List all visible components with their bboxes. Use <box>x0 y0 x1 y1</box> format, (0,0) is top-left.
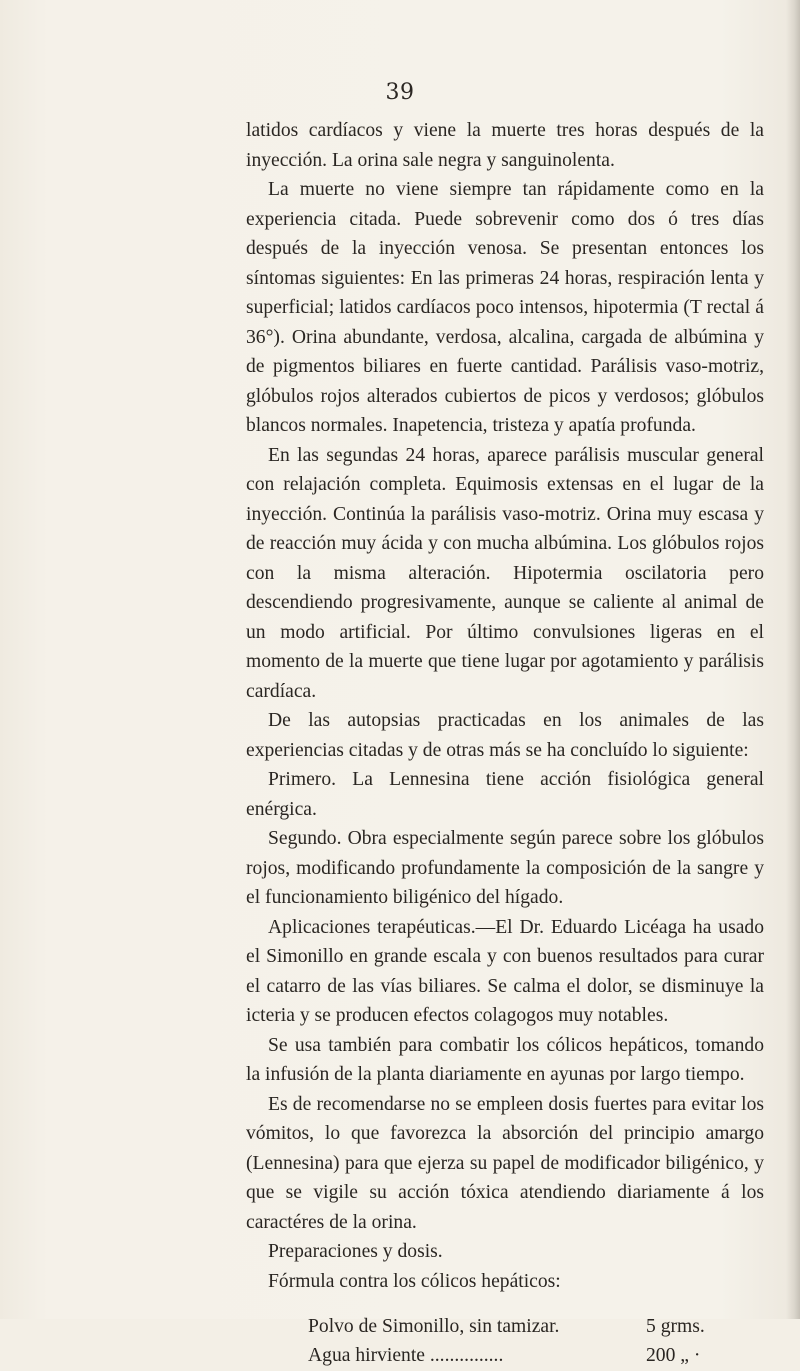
formula-ingredient: Agua hirviente ............... <box>308 1345 504 1366</box>
paragraph: Es de recomendarse no se empleen dosis fuertes para evitar los vómitos, lo que favorezca la absorción del principio amargo (Lennesina) para que ejerza su papel de modificador biligénico, y que se vigile su acción tóxica atendiendo diariamente á los caractéres de la orina. <box>246 1093 764 1233</box>
body-text <box>246 116 764 1370</box>
paragraph: latidos cardíacos y viene la muerte tres horas después de la inyección. La orina sale negra y sanguinolenta. <box>246 120 764 171</box>
formula-quantity: 5 grms. <box>646 1316 705 1337</box>
paragraph: La muerte no viene siempre tan rápidamente como en la experiencia citada. Puede sobrevenir como dos ó tres días después de la inyección venosa. Se presentan entonces los síntomas siguientes: En las primeras 24 horas, respiración lenta y superficial; latidos cardíacos poco intensos, hipotermia (T rectal á 36°). Orina abundante, verdosa, alcalina, cargada de albúmina y de pigmentos biliares en fuerte cantidad. Parálisis vaso-motriz, glóbulos rojos alterados cubiertos de picos y verdosos; glóbulos blancos normales. Inapetencia, tristeza y apatía profunda. <box>246 179 764 436</box>
paragraph: Se usa también para combatir los cólicos hepáticos, tomando la infusión de la planta diariamente en ayunas por largo tiempo. <box>246 1034 764 1085</box>
paragraph: Aplicaciones terapéuticas.—El Dr. Eduardo Licéaga ha usado el Simonillo en grande escala y con buenos resultados para curar el catarro de las vías biliares. Se calma el dolor, se disminuye la icteria y se producen efectos colagogos muy notables. <box>246 916 764 1026</box>
page-number: 39 <box>385 80 415 105</box>
formula-quantity: 200 „ · <box>646 1345 701 1366</box>
formula-row <box>308 1341 738 1370</box>
paragraph: Fórmula contra los cólicos hepáticos: <box>268 1270 561 1292</box>
paragraph: En las segundas 24 horas, aparece parálisis muscular general con relajación completa. Equimosis extensas en el lugar de la inyección. Continúa la parálisis vaso-motriz. Orina muy escasa y de reacción muy ácida y con mucha albúmina. Los glóbulos rojos con la misma alteración. Hipotermia oscilatoria pero descendiendo progresivamente, aunque se caliente al animal de un modo artificial. Por último convulsiones ligeras en el momento de la muerte que tiene lugar por agotamiento y parálisis cardíaca. <box>246 444 764 702</box>
paragraph: Preparaciones y dosis. <box>268 1241 443 1262</box>
formula-ingredient: Polvo de Simonillo, sin tamizar. <box>308 1316 560 1337</box>
paragraph: Segundo. Obra especialmente según parece sobre los glóbulos rojos, modificando profundamente la composición de la sangre y el funcionamiento biligénico del hígado. <box>246 828 764 908</box>
paragraph: Primero. La Lennesina tiene acción fisiológica general enérgica. <box>246 769 764 820</box>
formula-row <box>308 1312 738 1341</box>
page-binding-shadow <box>786 0 800 1319</box>
formula-table <box>308 1312 738 1370</box>
paragraph: De las autopsias practicadas en los animales de las experiencias citadas y de otras más se ha concluído lo siguiente: <box>246 710 764 761</box>
